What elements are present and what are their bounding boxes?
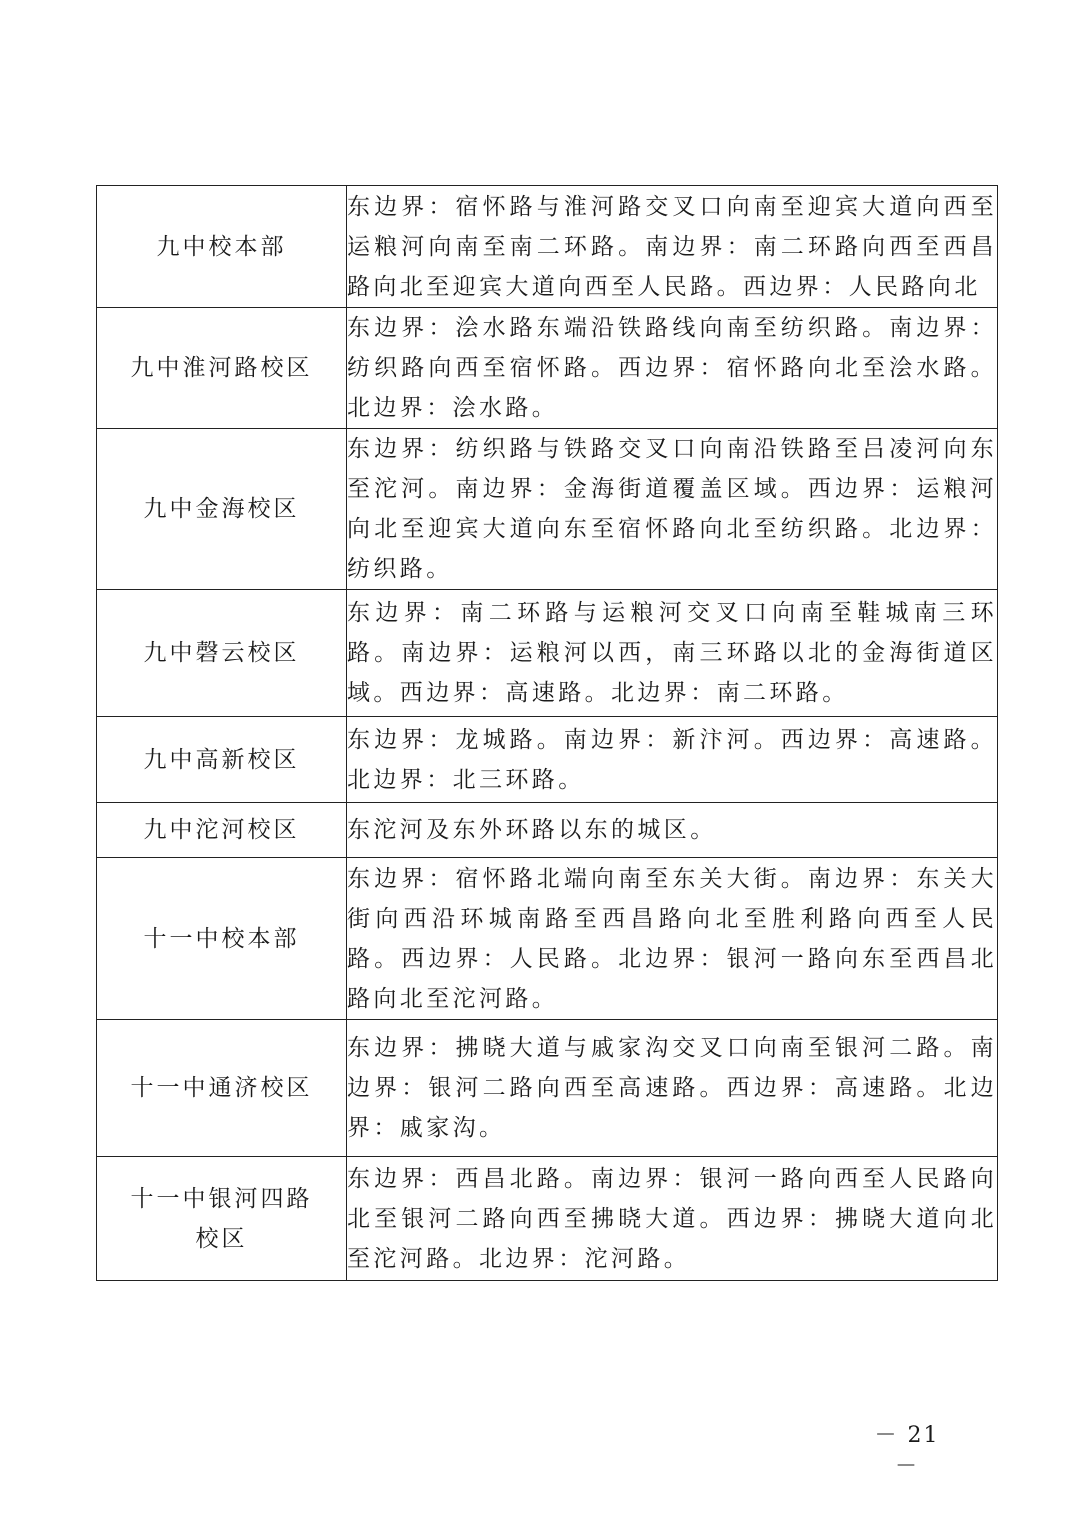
table-row	[97, 308, 998, 429]
school-name-cell: 九中淮河路校区	[97, 308, 347, 429]
page-number: － 21 －	[874, 1423, 940, 1479]
school-name-cell: 九中金海校区	[97, 429, 347, 590]
boundary-cell: 东边界：南二环路与运粮河交叉口向南至鞋城南三环路。南边界：运粮河以西，南三环路以北的金海街道区域。西边界：高速路。北边界：南二环路。	[347, 590, 998, 717]
school-name-cell: 十一中通济校区	[97, 1020, 347, 1157]
table-row	[97, 1020, 998, 1157]
school-name-cell: 十一中校本部	[97, 858, 347, 1020]
table-row	[97, 429, 998, 590]
boundary-cell: 东边界：龙城路。南边界：新汴河。西边界：高速路。北边界：北三环路。	[347, 717, 998, 803]
school-name-cell	[97, 1157, 347, 1281]
table-row	[97, 186, 998, 308]
table-row	[97, 590, 998, 717]
school-name-cell: 九中磬云校区	[97, 590, 347, 717]
school-name-cell: 九中高新校区	[97, 717, 347, 803]
table-row	[97, 803, 998, 858]
boundary-cell: 东边界：宿怀路与淮河路交叉口向南至迎宾大道向西至运粮河向南至南二环路。南边界：南二环路向西至西昌路向北至迎宾大道向西至人民路。西边界：人民路向北	[347, 186, 998, 308]
boundary-cell: 东边界：拂晓大道与戚家沟交叉口向南至银河二路。南边界：银河二路向西至高速路。西边界：高速路。北边界：戚家沟。	[347, 1020, 998, 1157]
school-name-cell: 九中沱河校区	[97, 803, 347, 858]
boundary-cell: 东边界：宿怀路北端向南至东关大街。南边界：东关大街向西沿环城南路至西昌路向北至胜利路向西至人民路。西边界：人民路。北边界：银河一路向东至西昌北路向北至沱河路。	[347, 858, 998, 1020]
table-row	[97, 858, 998, 1020]
boundary-cell: 东边界：浍水路东端沿铁路线向南至纺织路。南边界：纺织路向西至宿怀路。西边界：宿怀路向北至浍水路。北边界：浍水路。	[347, 308, 998, 429]
table-row	[97, 1157, 998, 1281]
school-name-cell: 九中校本部	[97, 186, 347, 308]
boundary-cell: 东沱河及东外环路以东的城区。	[347, 803, 998, 858]
boundary-cell: 东边界：西昌北路。南边界：银河一路向西至人民路向北至银河二路向西至拂晓大道。西边界：拂晓大道向北至沱河路。北边界：沱河路。	[347, 1157, 998, 1281]
boundary-cell: 东边界：纺织路与铁路交叉口向南沿铁路至吕凌河向东至沱河。南边界：金海街道覆盖区域。西边界：运粮河向北至迎宾大道向东至宿怀路向北至纺织路。北边界：纺织路。	[347, 429, 998, 590]
school-name-text: 十一中银河四路校区	[130, 1185, 313, 1252]
school-zone-table	[96, 185, 998, 1281]
table-row	[97, 717, 998, 803]
